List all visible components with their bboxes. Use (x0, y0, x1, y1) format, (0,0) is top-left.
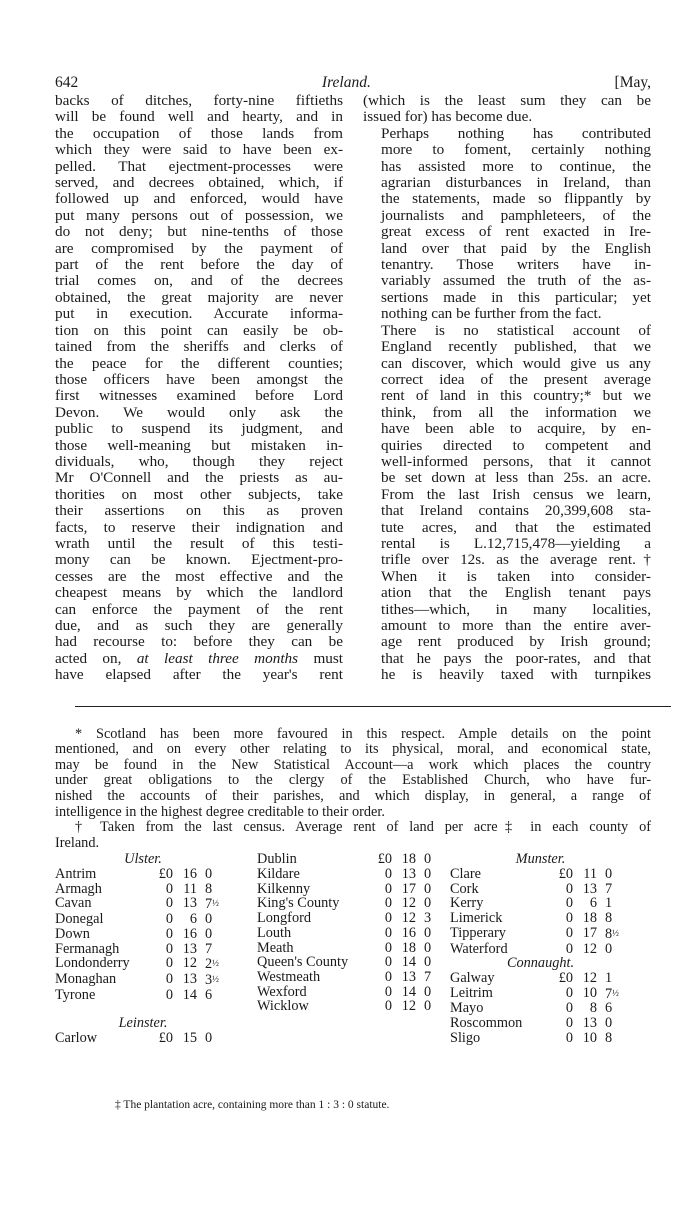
footnote-line: † Taken from the last census. Average rent of land per acre‡ in each county of (75, 819, 651, 836)
text-line: From the last Irish census we learn, (381, 485, 651, 503)
munster-table (450, 852, 631, 956)
pounds-value: 0 (565, 895, 573, 912)
pence-value: 0 (605, 1015, 613, 1032)
shillings-value: 10 (582, 984, 597, 1001)
county-row (450, 971, 631, 986)
footnote-rule (75, 706, 671, 707)
left-column (55, 93, 343, 684)
pence-value: 8 (605, 910, 613, 927)
pence-value: 8 (605, 1029, 613, 1046)
pence-value: 7 (205, 940, 213, 957)
text-line: There is no statistical account of (381, 321, 651, 339)
text-line: those well-meaning but mistaken in- (55, 436, 343, 454)
left-column-tail (55, 651, 343, 684)
text-line: served, and decrees obtained, which, if (55, 174, 343, 192)
text-line: public to suspend its judgment, and (55, 420, 343, 438)
text-line: think, from all the information we (381, 403, 651, 421)
text-line: has assisted more to continue, the (381, 157, 651, 175)
paragraph-perhaps-nothing (363, 126, 651, 323)
pounds-value: 0 (565, 910, 573, 927)
running-head (55, 74, 651, 93)
footnote-dagger (55, 820, 651, 851)
province-heading: Leinster. (118, 1015, 168, 1032)
text-line: put in execution. Accurate informa- (55, 305, 343, 323)
county-name: Dublin (257, 851, 297, 868)
right-column (363, 93, 651, 684)
text-line: (which is the least sum they can be (363, 92, 651, 109)
date-mark: [May, (614, 74, 651, 91)
county-name: Londonderry (55, 955, 130, 972)
county-row (55, 896, 231, 912)
pounds-value: 0 (165, 925, 173, 942)
table-column-leinster (257, 852, 450, 1014)
pounds-value: 0 (384, 924, 392, 941)
county-name: Fermanagh (55, 940, 120, 957)
pounds-value: 0 (165, 895, 173, 912)
pence-value: 6 (605, 1000, 613, 1017)
county-row (450, 867, 631, 882)
text-line: the statements, made so flippantly by (381, 190, 651, 208)
shillings-value: 13 (401, 969, 416, 985)
text-line: amount to more than the entire aver- (381, 617, 651, 634)
left-column-text (55, 93, 343, 651)
leinster-carlow-table (55, 1016, 231, 1045)
text-line: tenantry. Those writers have in- (381, 256, 651, 274)
body-columns (55, 93, 651, 684)
text-line: can enforce the payment of the rent (55, 600, 343, 618)
pence-value: 3½ (205, 972, 219, 988)
province-heading: Connaught. (506, 955, 575, 972)
county-row (450, 1001, 631, 1016)
text-line: that Ireland contains 20,399,608 sta- (381, 502, 651, 520)
pounds-value: 0 (565, 940, 573, 957)
pence-value: 0 (205, 1030, 213, 1047)
pounds-value: 0 (384, 969, 392, 985)
pence-value: 0 (424, 983, 432, 1000)
county-row (450, 1031, 631, 1046)
shillings-value: 12 (182, 955, 197, 972)
county-name: Louth (257, 924, 292, 941)
pounds-value: 0 (384, 954, 392, 971)
county-name: Meath (257, 939, 294, 956)
text-line: are compromised by the payment of (55, 239, 343, 257)
text-line: facts, to reserve their indignation and (55, 518, 343, 536)
text-line: trial comes on, and of the decrees (55, 272, 343, 290)
footnote-line: under great obligations to the clergy of the Established Church, who have fur- (55, 772, 651, 789)
footnote-line: mentioned, and on every other relating to its physical, moral, and economical state, (55, 741, 651, 758)
county-name: Antrim (55, 866, 97, 883)
pounds-value: £0 (158, 866, 173, 883)
pence-value: 8 (205, 880, 213, 897)
text-line: will be found well and hearty, and in (55, 108, 343, 126)
pounds-value: 0 (165, 911, 173, 928)
county-row (55, 988, 231, 1003)
county-name: Leitrim (450, 984, 493, 1001)
text-line: part of the rent before the day of (55, 256, 343, 274)
county-name: Monaghan (55, 971, 117, 987)
county-name: Limerick (450, 910, 503, 927)
pounds-value: 0 (384, 998, 392, 1015)
shillings-value: 12 (401, 998, 416, 1015)
shillings-value: 13 (182, 971, 197, 987)
shillings-value: 13 (182, 895, 197, 912)
pounds-value: 0 (565, 924, 573, 941)
text-line: due, and as such they are generally (55, 617, 343, 634)
county-row (257, 911, 450, 926)
pence-value: 3 (424, 910, 432, 927)
county-name: Longford (257, 910, 311, 927)
text-span: acted on, (55, 649, 137, 667)
pence-value: 0 (424, 866, 432, 883)
text-line: followed up and enforced, would have (55, 190, 343, 208)
pounds-value: £0 (558, 970, 573, 986)
county-row (450, 942, 631, 957)
shillings-value: 17 (401, 880, 416, 897)
pence-value: 0 (605, 866, 613, 883)
county-name: Wexford (257, 983, 307, 1000)
text-line: agrarian disturbances in Ireland, than (381, 174, 651, 192)
text-line: backs of ditches, forty-nine fiftieths (55, 92, 343, 109)
shillings-value: 14 (401, 954, 416, 971)
text-line: those officers have been amongst the (55, 370, 343, 388)
text-line: obtained, the great majority are never (55, 288, 343, 306)
text-line: cesses are the most effective and the (55, 567, 343, 585)
text-line: journalists and pamphleteers, of the (381, 206, 651, 224)
county-name: Kilkenny (257, 880, 311, 897)
shillings-value: 17 (582, 924, 597, 941)
shillings-value: 14 (182, 986, 197, 1003)
pence-value: 0 (424, 851, 432, 868)
pence-value: 8½ (605, 925, 619, 942)
shillings-value: 18 (401, 851, 416, 868)
connaught-table (450, 956, 631, 1045)
pence-value: 0 (424, 998, 432, 1015)
text-line: first witnesses examined before Lord (55, 387, 343, 405)
county-row (55, 942, 231, 957)
leinster-table (257, 852, 450, 1014)
footnote-star (55, 727, 651, 821)
text-line: Mr O'Connell and the priests as au- (55, 469, 343, 487)
county-row (55, 882, 231, 897)
county-row (450, 926, 631, 942)
text-line: sertions made in this particular; yet (381, 288, 651, 306)
shillings-value: 16 (182, 866, 197, 883)
county-name: Mayo (450, 1000, 484, 1017)
pounds-value: 0 (565, 1029, 573, 1046)
pence-value: 0 (605, 940, 613, 957)
pounds-value: £0 (558, 866, 573, 883)
pounds-value: 0 (165, 986, 173, 1003)
pence-value: 0 (205, 866, 213, 883)
county-row (55, 927, 231, 942)
county-name: Kildare (257, 866, 300, 883)
county-name: Carlow (55, 1030, 98, 1047)
text-line: correct idea of the present average (381, 370, 651, 388)
text-line: tained from the sheriffs and clerks of (55, 338, 343, 356)
county-row (257, 999, 450, 1014)
county-name: Waterford (450, 940, 508, 957)
county-row (257, 896, 450, 911)
text-line: cheapest means by which the landlord (55, 584, 343, 602)
pounds-value: £0 (158, 1030, 173, 1047)
text-line: the peace for the different counties; (55, 354, 343, 372)
text-line: When it is taken into consider- (381, 567, 651, 585)
rent-tables (55, 851, 651, 1047)
shillings-value: 12 (582, 940, 597, 957)
county-name: Armagh (55, 880, 102, 897)
pounds-value: 0 (165, 940, 173, 957)
county-row (55, 972, 231, 988)
shillings-value: 6 (589, 895, 597, 912)
pounds-value: 0 (384, 910, 392, 927)
text-line: can discover, which would give us any (381, 354, 651, 372)
county-name: Sligo (450, 1029, 481, 1046)
county-name: Wicklow (257, 998, 309, 1015)
county-name: Tipperary (450, 924, 506, 941)
pounds-value: 0 (165, 880, 173, 897)
pence-value: 6 (205, 986, 213, 1003)
pence-value: 0 (205, 925, 213, 942)
text-line: tithes—which, in many localities, (381, 600, 651, 618)
county-name: Donegal (55, 911, 104, 928)
pounds-value: 0 (384, 895, 392, 912)
text-line: do not deny; but nine-tenths of those (55, 223, 343, 241)
footnote-line: may be found in the New Statistical Account—a work which places the country (55, 756, 651, 773)
shillings-value: 13 (182, 940, 197, 957)
footnote-line: intelligence in the highest degree creditable to their order. (55, 803, 385, 820)
county-row (450, 911, 631, 926)
pence-value: 7½ (205, 896, 219, 913)
county-row (257, 867, 450, 882)
county-row (257, 882, 450, 897)
county-row (55, 867, 231, 882)
county-row (257, 985, 450, 1000)
pounds-value: 0 (165, 955, 173, 972)
text-line: their assertions on this as proven (55, 502, 343, 520)
pence-value: 0 (424, 939, 432, 956)
pence-value: 0 (205, 911, 213, 928)
text-line: ation that the English tenant pays (381, 584, 651, 602)
paragraph-continued (363, 93, 651, 126)
footnote-line: * Scotland has been more favoured in this respect. Ample details on the point (75, 725, 651, 742)
text-line: thorities on most other subjects, take (55, 485, 343, 503)
text-line: rent of land in this country;* but we (381, 387, 651, 405)
pounds-value: £0 (377, 851, 392, 868)
footnote-line: nished the accounts of their parishes, and which display, in general, a range of (55, 788, 651, 804)
text-line: dividuals, who, though they reject (55, 452, 343, 470)
pounds-value: 0 (565, 880, 573, 897)
text-line: age rent produced by Irish ground; (381, 633, 651, 651)
text-line: he is heavily taxed with turnpikes (381, 666, 651, 684)
pence-value: 7 (424, 969, 432, 985)
text-line: Devon. We would only ask the (55, 403, 343, 421)
county-name: Kerry (450, 895, 484, 912)
pence-value: 1 (605, 970, 613, 986)
page-number: 642 (55, 74, 79, 91)
county-row (257, 852, 450, 867)
pence-value: 0 (424, 880, 432, 897)
text-line: wrath until the result of this testi- (55, 534, 343, 552)
pence-value: 0 (424, 954, 432, 971)
county-row (450, 896, 631, 911)
footnote-double-dagger: ‡ The plantation acre, containing more than 1 : 3 : 0 statute. (115, 1099, 390, 1111)
pounds-value: 0 (384, 866, 392, 883)
text-line: Perhaps nothing has contributed (381, 124, 651, 142)
text-line: pelled. That ejectment-processes were (55, 157, 343, 175)
province-heading: Ulster. (124, 851, 162, 868)
text-line: have been able to acquire, by en- (381, 420, 651, 438)
text-line: variably assumed the truth of the as- (381, 272, 651, 290)
county-name: King's County (257, 895, 340, 912)
shillings-value: 12 (401, 895, 416, 912)
pounds-value: 0 (384, 983, 392, 1000)
table-column-ulster-leinster (55, 852, 231, 1045)
county-row (257, 955, 450, 970)
county-name: Cavan (55, 895, 92, 912)
text-line: more to foment, certainly nothing (381, 141, 651, 159)
pence-value: 0 (424, 895, 432, 912)
county-row (55, 1031, 231, 1046)
text-line: well-informed persons, that it cannot (381, 452, 651, 470)
pence-value: 7 (605, 880, 613, 897)
running-title: Ireland. (321, 74, 371, 91)
emphasis-text: at least three months (136, 649, 299, 667)
county-row (257, 926, 450, 941)
shillings-value: 13 (582, 880, 597, 897)
county-name: Queen's County (257, 954, 349, 971)
county-row (450, 882, 631, 897)
shillings-value: 12 (401, 910, 416, 927)
pounds-value: 0 (384, 880, 392, 897)
shillings-value: 12 (582, 970, 597, 986)
footnote-line: Ireland. (55, 834, 100, 851)
shillings-value: 10 (582, 1029, 597, 1046)
pence-value: 2½ (205, 956, 219, 973)
shillings-value: 11 (183, 880, 197, 897)
text-line: great excess of rent exacted in Ire- (381, 223, 651, 241)
county-name: Westmeath (257, 969, 321, 985)
shillings-value: 8 (589, 1000, 597, 1017)
text-line: which they were said to have been ex- (55, 141, 343, 159)
county-name: Down (55, 925, 90, 942)
text-line: trifle over 12s. as the average rent.† (381, 551, 651, 569)
text-line: tion on this point can easily be ob- (55, 321, 343, 339)
text-line: England recently published, that we (381, 338, 651, 356)
county-row (450, 986, 631, 1002)
province-heading: Munster. (515, 851, 566, 868)
shillings-value: 13 (401, 866, 416, 883)
text-line: quiries directed to competent and (381, 436, 651, 454)
county-name: Cork (450, 880, 479, 897)
text-line: the occupation of those lands from (55, 124, 343, 142)
text-line (55, 651, 343, 667)
text-span: must (298, 649, 343, 667)
book-page (55, 74, 651, 1047)
shillings-value: 13 (582, 1015, 597, 1032)
pounds-value: 0 (384, 939, 392, 956)
text-line: land over that paid by the English (381, 239, 651, 257)
shillings-value: 6 (189, 911, 197, 928)
text-line: put many persons out of possession, we (55, 206, 343, 224)
paragraph-statistical-account (363, 323, 651, 684)
pounds-value: 0 (565, 984, 573, 1001)
pence-value: 7½ (605, 985, 619, 1002)
county-name: Roscommon (450, 1015, 523, 1032)
county-row (55, 912, 231, 927)
text-line: mony can be known. Ejectment-pro- (55, 551, 343, 569)
pounds-value: 0 (165, 971, 173, 987)
county-name: Tyrone (55, 986, 96, 1003)
text-line: have elapsed after the year's rent (55, 666, 343, 684)
county-row (450, 1016, 631, 1031)
text-line: issued for) has become due. (363, 108, 533, 126)
text-line: rental is L.12,715,478—yielding a (381, 534, 651, 552)
county-name: Clare (450, 866, 481, 883)
shillings-value: 18 (401, 939, 416, 956)
county-row (55, 956, 231, 972)
county-row (257, 941, 450, 956)
county-name: Galway (450, 970, 495, 986)
pence-value: 1 (605, 895, 613, 912)
shillings-value: 18 (582, 910, 597, 927)
pence-value: 0 (424, 924, 432, 941)
text-line: that he pays the poor-rates, and that (381, 649, 651, 667)
text-line: nothing can be further from the fact. (381, 305, 602, 323)
text-line: be set down at less than 25s. an acre. (381, 469, 651, 487)
shillings-value: 11 (583, 866, 597, 883)
ulster-table (55, 852, 231, 1002)
shillings-value: 14 (401, 983, 416, 1000)
table-column-munster-connaught (450, 852, 631, 1045)
pounds-value: 0 (565, 1000, 573, 1017)
shillings-value: 15 (182, 1030, 197, 1047)
footnotes (55, 725, 651, 1047)
pounds-value: 0 (565, 1015, 573, 1032)
shillings-value: 16 (182, 925, 197, 942)
text-line: had recourse to: before they can be (55, 633, 343, 651)
county-row (257, 970, 450, 985)
shillings-value: 16 (401, 924, 416, 941)
text-line: tute acres, and that the estimated (381, 518, 651, 536)
